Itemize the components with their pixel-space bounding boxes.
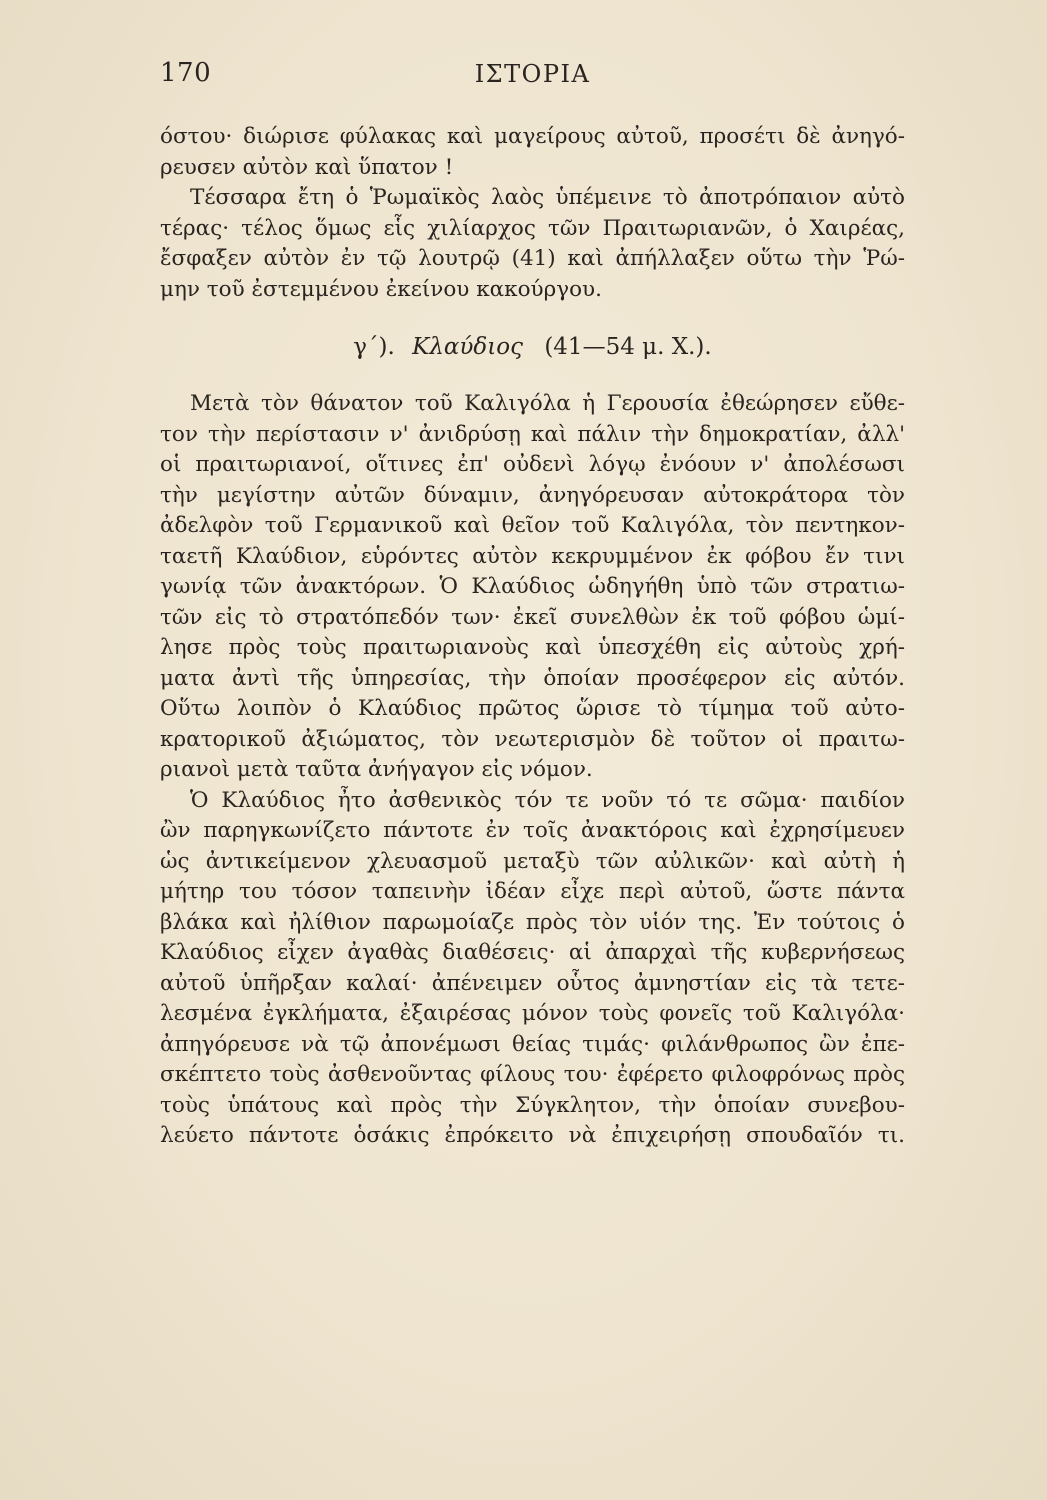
text-line: μήτηρ του τόσον ταπεινὴν ἰδέαν εἶχε περὶ αὐτοῦ, ὥστε πάντα (160, 879, 905, 904)
text-line: ματα ἀντὶ τῆς ὑπηρεσίας, τὴν ὁποίαν προσέφερον εἰς αὐτόν. (160, 665, 905, 691)
text-line: κρατορικοῦ ἀξιώματος, τὸν νεωτερισμὸν δὲ τοῦτον οἱ πραιτω- (160, 726, 905, 752)
text-line: ταετῆ Κλαύδιον, εὑρόντες αὐτὸν κεκρυμμένον ἐκ φόβου ἔν τινι (160, 543, 905, 569)
text-line: βλάκα καὶ ἠλίθιον παρωμοίαζε πρὸς τὸν υἱόν της. Ἐν τούτοις ὁ (160, 909, 905, 935)
section-dates: (41—54 μ. Χ.). (544, 334, 712, 360)
text-line: γωνίᾳ τῶν ἀνακτόρων. Ὁ Κλαύδιος ὡδηγήθη ὑπὸ τῶν στρατιω- (160, 574, 905, 599)
text-line: ὢν παρηγκωνίζετο πάντοτε ἐν τοῖς ἀνακτόροις καὶ ἐχρησίμευεν (160, 818, 905, 843)
text-line: λεύετο πάντοτε ὁσάκις ἐπρόκειτο νὰ ἐπιχειρήσῃ σπουδαῖόν τι. (160, 1123, 905, 1148)
text-line: ἀδελφὸν τοῦ Γερμανικοῦ καὶ θεῖον τοῦ Καλιγόλα, τὸν πεντηκον- (160, 513, 905, 538)
paragraph-2 (160, 183, 905, 305)
paragraph-1 (160, 122, 905, 183)
text-line: τοὺς ὑπάτους καὶ πρὸς τὴν Σύγκλητον, τὴν ὁποίαν συνεβου- (160, 1092, 905, 1118)
text-line: τὴν μεγίστην αὐτῶν δύναμιν, ἀνηγόρευσαν αὐτοκράτορα τὸν (160, 482, 905, 508)
text-line: ἀπηγόρευσε νὰ τῷ ἀπονέμωσι θείας τιμάς· φιλάνθρωπος ὢν ἐπε- (160, 1031, 905, 1057)
text-line: ὡς ἀντικείμενον χλευασμοῦ μεταξὺ τῶν αὐλικῶν· καὶ αὐτὴ ἡ (160, 848, 905, 874)
paragraph-3 (160, 389, 905, 786)
text-line: λησε πρὸς τοὺς πραιτωριανοὺς καὶ ὑπεσχέθη εἰς αὐτοὺς χρή- (160, 635, 905, 660)
text-line: ἔσφαξεν αὐτὸν ἐν τῷ λουτρῷ (41) καὶ ἀπήλλαξεν οὕτω τὴν Ῥώ- (160, 246, 905, 271)
text-line: Κλαύδιος εἶχεν ἀγαθὰς διαθέσεις· αἱ ἀπαρχαὶ τῆς κυβερνήσεως (160, 940, 905, 965)
text-line: Ὁ Κλαύδιος ἦτο ἀσθενικὸς τόν τε νοῦν τό τε σῶμα· παιδίον (190, 787, 905, 813)
text-line: Οὕτω λοιπὸν ὁ Κλαύδιος πρῶτος ὥρισε τὸ τίμημα τοῦ αὐτο- (160, 696, 905, 721)
paragraph-4 (160, 786, 905, 1152)
text-line: οἱ πραιτωριανοί, οἵτινες ἐπ' οὐδενὶ λόγῳ ἐνόουν ν' ἀπολέσωσι (160, 452, 905, 477)
text-line: ριανοὶ μετὰ ταῦτα ἀνήγαγον εἰς νόμον. (160, 757, 593, 782)
running-head: ΙΣΤΟΡΙΑ (474, 60, 591, 88)
text-line: Τέσσαρα ἔτη ὁ Ῥωμαϊκὸς λαὸς ὑπέμεινε τὸ ἀποτρόπαιον αὐτὸ (190, 185, 905, 210)
section-number: γ΄). (353, 334, 395, 360)
text-line: τέρας· τέλος ὅμως εἷς χιλίαρχος τῶν Πραιτωριανῶν, ὁ Χαιρέας, (160, 215, 905, 241)
text-line: τῶν εἰς τὸ στρατόπεδόν των· ἐκεῖ συνελθὼν ἐκ τοῦ φόβου ὡμί- (160, 604, 905, 630)
page-body (160, 122, 905, 1152)
text-line: όστου· διώρισε φύλακας καὶ μαγείρους αὐτοῦ, προσέτι δὲ ἀνηγό- (160, 124, 905, 149)
text-line: λεσμένα ἐγκλήματα, ἐξαιρέσας μόνον τοὺς φονεῖς τοῦ Καλιγόλα· (160, 1001, 905, 1026)
section-name: Κλαύδιος (412, 334, 524, 360)
text-line: αὐτοῦ ὑπῆρξαν καλαί· ἀπένειμεν οὗτος ἀμνηστίαν εἰς τὰ τετε- (160, 970, 905, 996)
text-line: Μετὰ τὸν θάνατον τοῦ Καλιγόλα ἡ Γερουσία ἐθεώρησεν εὔθε- (190, 391, 905, 416)
page-header (160, 58, 905, 98)
text-line: σκέπτετο τοὺς ἀσθενοῦντας φίλους του· ἐφέρετο φιλοφρόνως πρὸς (160, 1062, 905, 1087)
page-number: 170 (160, 58, 212, 88)
text-line: μην τοῦ ἐστεμμένου ἐκείνου κακούργου. (160, 276, 602, 302)
text-line: ρευσεν αὐτὸν καὶ ὕπατον ! (160, 154, 454, 180)
section-heading (160, 331, 905, 363)
text-line: τον τὴν περίστασιν ν' ἀνιδρύσῃ καὶ πάλιν τὴν δημοκρατίαν, ἀλλ' (160, 421, 905, 447)
